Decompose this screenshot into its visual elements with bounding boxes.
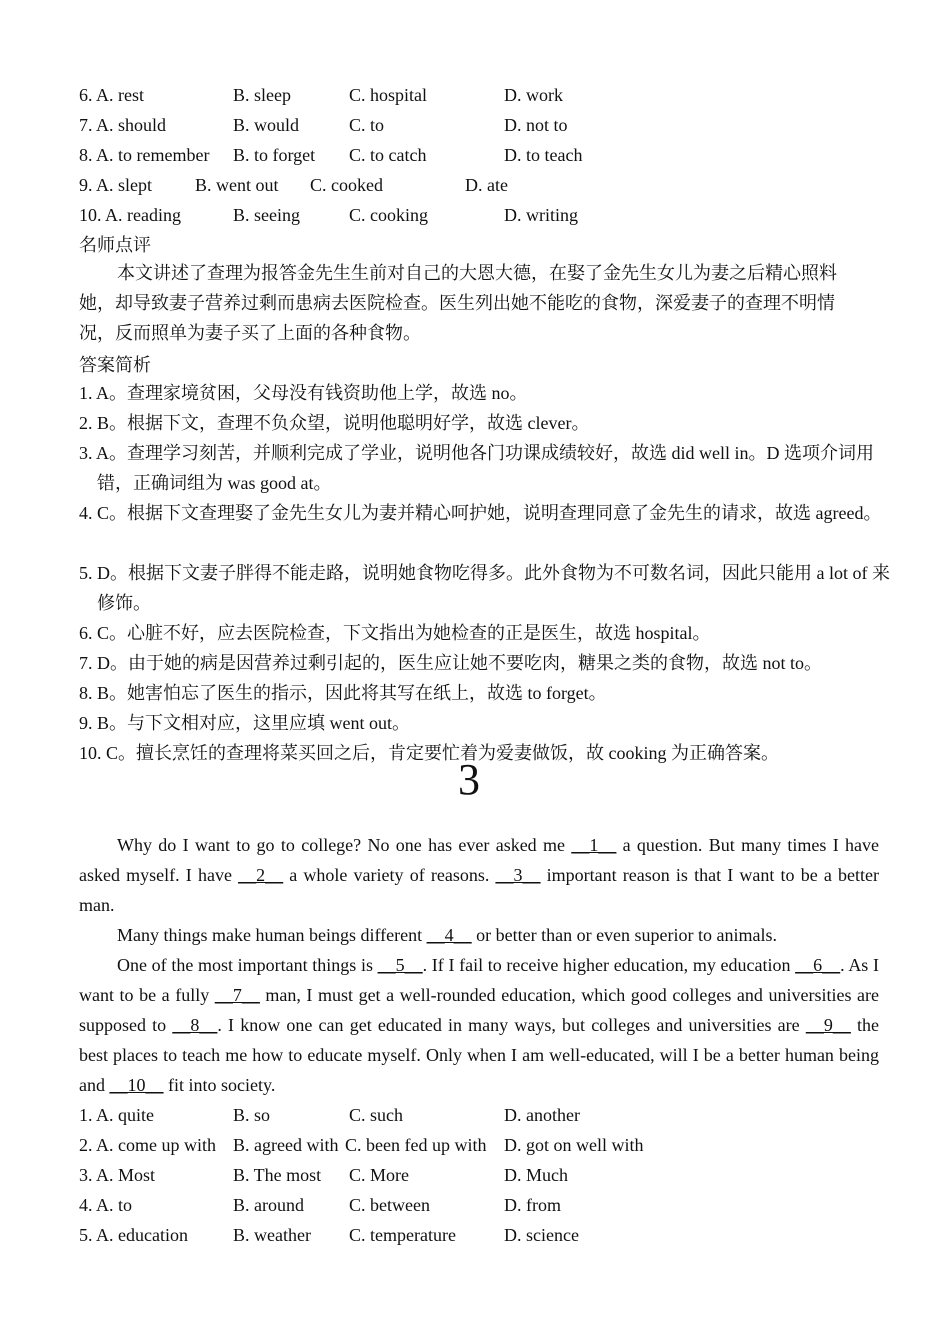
option-d: D. science — [504, 1225, 579, 1245]
option-c: C. such — [349, 1105, 403, 1125]
option-c: C. cooking — [349, 205, 428, 225]
option-a: 9. A. slept — [79, 175, 153, 195]
option-row — [79, 174, 508, 196]
option-row — [79, 1134, 644, 1156]
blank-2: __2__ — [238, 865, 284, 885]
option-d: D. Much — [504, 1165, 568, 1185]
blank-6: __6__ — [795, 955, 841, 975]
option-c: C. cooked — [310, 175, 383, 195]
passage-text: the best places to teach me how to educate myself. Only when I am well-educated, will I be a better human being and — [79, 1015, 879, 1095]
option-d: D. not to — [504, 115, 568, 135]
passage-text: or better than or even superior to animals. — [471, 925, 778, 945]
option-d: D. ate — [465, 175, 508, 195]
option-b: B. seeing — [233, 205, 300, 225]
option-d: D. writing — [504, 205, 578, 225]
answer-item: 5. D。根据下文妻子胖得不能走路，说明她食物吃得多。此外食物为不可数名词，因此只能用 a lot of 来修饰。 — [79, 563, 890, 613]
answer-item: 8. B。她害怕忘了医生的指示，因此将其写在纸上，故选 to forget。 — [79, 683, 607, 703]
answers-heading: 答案简析 — [79, 355, 151, 375]
option-row — [79, 114, 568, 136]
passage-text: a question. But many times I have asked myself. I have — [79, 835, 879, 885]
section-number: 3 — [458, 755, 480, 804]
option-c: C. between — [349, 1195, 430, 1215]
passage-text: man, I must get a well-rounded education, which good colleges and universities are supposed to — [79, 985, 880, 1035]
option-b: B. weather — [233, 1225, 311, 1245]
answer-item: 3. A。查理学习刻苦，并顺利完成了学业，说明他各门功课成绩较好，故选 did well in。D 选项介词用错，正确词组为 was good at。 — [79, 443, 874, 493]
passage-text: . If I fail to receive higher education, my education — [422, 955, 796, 975]
option-row — [79, 144, 583, 166]
answer-item: 7. D。由于她的病是因营养过剩引起的，医生应让她不要吃肉，糖果之类的食物，故选 not to。 — [79, 653, 822, 673]
option-d: D. from — [504, 1195, 561, 1215]
blank-4: __4__ — [426, 925, 472, 945]
review-text: 本文讲述了查理为报答金先生生前对自己的大恩大德，在娶了金先生女儿为妻之后精心照料她，却导致妻子营养过剩而患病去医院检查。医生列出她不能吃的食物，深爱妻子的查理不明情况，反而照单为妻子买了上面的各种食物。 — [79, 263, 837, 343]
option-b: B. to forget — [233, 145, 316, 165]
option-a: 2. A. come up with — [79, 1135, 216, 1155]
option-d: D. got on well with — [504, 1135, 644, 1155]
passage-paragraph-1 — [79, 830, 879, 920]
answer-item: 1. A。查理家境贫困，父母没有钱资助他上学，故选 no。 — [79, 383, 528, 403]
option-b: B. The most — [233, 1165, 322, 1185]
passage-text: fit into society. — [163, 1075, 276, 1095]
option-b: B. sleep — [233, 85, 291, 105]
blank-9: __9__ — [805, 1015, 851, 1035]
option-row — [79, 1224, 579, 1246]
blank-1: __1__ — [571, 835, 617, 855]
option-c: C. temperature — [349, 1225, 456, 1245]
option-a: 8. A. to remember — [79, 145, 210, 165]
option-row — [79, 1194, 561, 1216]
option-a: 1. A. quite — [79, 1105, 154, 1125]
blank-10: __10__ — [109, 1075, 164, 1095]
option-a: 7. A. should — [79, 115, 167, 135]
option-b: B. would — [233, 115, 300, 135]
option-c: C. More — [349, 1165, 409, 1185]
option-b: B. around — [233, 1195, 304, 1215]
passage-text: important reason is that I want to be a better man. — [79, 865, 879, 915]
option-row — [79, 84, 563, 106]
option-a: 4. A. to — [79, 1195, 133, 1215]
option-d: D. another — [504, 1105, 580, 1125]
answer-item: 4. C。根据下文查理娶了金先生女儿为妻并精心呵护她，说明查理同意了金先生的请求，故选 agreed。 — [79, 503, 882, 523]
option-a: 10. A. reading — [79, 205, 181, 225]
passage-text: a whole variety of reasons. — [283, 865, 496, 885]
answer-item: 2. B。根据下文，查理不负众望，说明他聪明好学，故选 clever。 — [79, 413, 590, 433]
blank-5: __5__ — [377, 955, 423, 975]
option-d: D. to teach — [504, 145, 583, 165]
passage-text: . I know one can get educated in many ways, but colleges and universities are — [217, 1015, 806, 1035]
option-c: C. to catch — [349, 145, 427, 165]
option-a: 5. A. education — [79, 1225, 188, 1245]
option-row — [79, 1104, 580, 1126]
option-b: B. so — [233, 1105, 271, 1125]
passage-paragraph-3 — [79, 950, 879, 1100]
answer-item: 6. C。心脏不好，应去医院检查，下文指出为她检查的正是医生，故选 hospital。 — [79, 623, 711, 643]
blank-7: __7__ — [214, 985, 260, 1005]
option-d: D. work — [504, 85, 563, 105]
passage-text: . As I want to be a fully — [79, 955, 879, 1005]
passage-paragraph-2 — [79, 920, 879, 950]
review-heading: 名师点评 — [79, 235, 151, 255]
passage-text: One of the most important things is — [117, 955, 378, 975]
option-b: B. went out — [195, 175, 279, 195]
option-row — [79, 1164, 568, 1186]
blank-8: __8__ — [172, 1015, 218, 1035]
option-row — [79, 204, 578, 226]
option-a: 3. A. Most — [79, 1165, 156, 1185]
passage-text: Why do I want to go to college? No one has ever asked me — [117, 835, 572, 855]
option-c: C. hospital — [349, 85, 428, 105]
blank-3: __3__ — [495, 865, 541, 885]
option-c: C. to — [349, 115, 385, 135]
passage-text: Many things make human beings different — [117, 925, 427, 945]
answer-item: 9. B。与下文相对应，这里应填 went out。 — [79, 713, 410, 733]
answer-item: 10. C。擅长烹饪的查理将菜买回之后，肯定要忙着为爱妻做饭，故 cooking 为正确答案。 — [79, 743, 779, 763]
option-b: B. agreed with — [233, 1135, 339, 1155]
option-c: C. been fed up with — [345, 1135, 487, 1155]
option-a: 6. A. rest — [79, 85, 144, 105]
